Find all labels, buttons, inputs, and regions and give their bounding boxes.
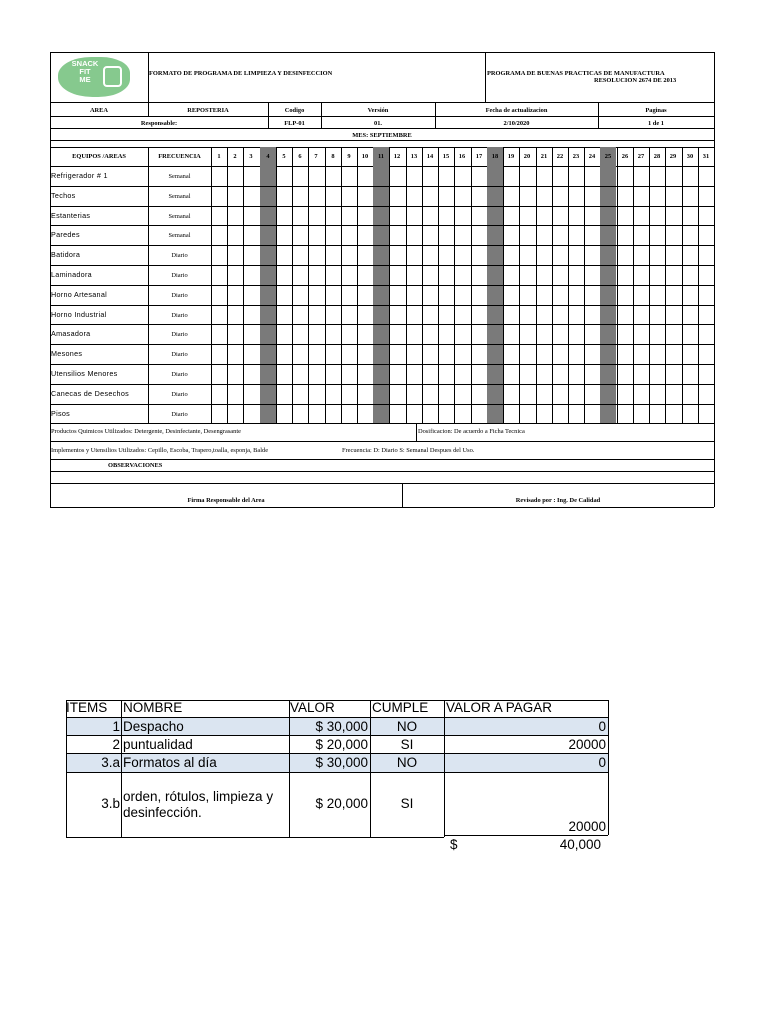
resolution-label: RESOLUCION 2674 DE 2013 — [594, 77, 677, 84]
header-border — [50, 128, 714, 129]
row-border — [50, 206, 714, 207]
equipo-cell: Mesones — [51, 349, 83, 358]
day-header: 31 — [702, 153, 710, 160]
day-header: 16 — [458, 153, 466, 160]
grid-line — [148, 102, 149, 116]
day-header: 22 — [556, 153, 564, 160]
codigo-label: Codigo — [284, 107, 305, 114]
row-3a-item: 3.a — [101, 755, 120, 770]
row-3a-cumple: NO — [396, 755, 418, 770]
grid-line — [321, 102, 322, 116]
table-border — [66, 717, 608, 718]
row-3a-valor: $ 30,000 — [315, 755, 368, 770]
footer-border — [50, 471, 714, 472]
day-header: 24 — [588, 153, 596, 160]
row-3a-nombre: Formatos al día — [123, 755, 217, 770]
row-3b-cumple: SI — [400, 796, 414, 811]
area-value: REPOSTERIA — [187, 107, 229, 114]
row-border — [50, 423, 714, 424]
version-value: 01. — [374, 120, 382, 127]
equipo-cell: Paredes — [51, 230, 80, 239]
row-border — [50, 245, 714, 246]
header-nombre: NOMBRE — [123, 700, 183, 715]
equipo-cell: Laminadora — [51, 270, 92, 279]
frecuencia-cell: Diario — [171, 292, 188, 299]
day-header: 14 — [426, 153, 434, 160]
form-title: FORMATO DE PROGRAMA DE LIMPIEZA Y DESINFECCION — [149, 70, 333, 77]
footer-border — [50, 441, 714, 442]
table-border — [66, 700, 608, 701]
row-border — [50, 404, 714, 405]
row-1-cumple: NO — [396, 719, 418, 734]
day-header: 5 — [282, 153, 286, 160]
day-header: 29 — [669, 153, 677, 160]
footer-border — [50, 507, 714, 508]
area-label: AREA — [89, 107, 109, 114]
day-header: 30 — [686, 153, 694, 160]
row-border — [50, 344, 714, 345]
frecuencia-cell: Diario — [171, 371, 188, 378]
frecuencia-cell: Diario — [171, 272, 188, 279]
row-3b-item: 3.b — [101, 796, 120, 811]
codigo-value: FLP-01 — [284, 120, 305, 127]
frecuencia-cell: Diario — [171, 312, 188, 319]
header-border — [50, 116, 714, 117]
row-1-pagar: 0 — [598, 719, 606, 734]
outer-border-left — [50, 52, 51, 507]
day-header: 26 — [621, 153, 629, 160]
row-2-cumple: SI — [400, 737, 414, 752]
equipo-cell: Horno Industrial — [51, 310, 107, 319]
table-border — [66, 735, 608, 736]
paginas-value: 1 de 1 — [648, 120, 664, 127]
row-border — [50, 225, 714, 226]
table-border — [66, 753, 608, 754]
table-border — [370, 700, 371, 837]
day-header: 8 — [331, 153, 335, 160]
frecuencia-cell: Diario — [171, 351, 188, 358]
day-header: 2 — [233, 153, 237, 160]
grid-line — [598, 102, 599, 116]
day-header: 1 — [217, 153, 221, 160]
row-2-valor: $ 20,000 — [315, 737, 368, 752]
implementos-utilizados: Implementos y Utensilios Utilizados: Cepillo, Escoba, Trapero,toalla, esponja, Balde — [51, 447, 269, 454]
productos-quimicos: Productos Quimicos Utilizados: Detergente, Desinfectante, Desengrasante — [51, 428, 241, 435]
row-1-item: 1 — [112, 719, 120, 734]
day-header: 15 — [442, 153, 450, 160]
grid-line — [321, 116, 322, 128]
frecuencia-cell: Semanal — [168, 193, 191, 200]
day-header: 19 — [507, 153, 515, 160]
frecuencia-cell: Semanal — [168, 213, 191, 220]
day-header: 12 — [393, 153, 401, 160]
grid-line — [416, 423, 417, 441]
footer-border — [50, 483, 714, 484]
total-currency: $ — [450, 837, 458, 852]
equipo-cell: Batidora — [51, 250, 81, 259]
row-border — [50, 305, 714, 306]
table-border — [289, 700, 290, 837]
frecuencia-legend: Frecuencia: D: Diario S: Semanal Despues del Uso. — [342, 447, 475, 454]
equipo-cell: Utensilios Menores — [51, 369, 118, 378]
row-border — [50, 384, 714, 385]
dosificacion: Dosificacion: De acuerdo a Ficha Tecnica — [418, 428, 525, 435]
table-border — [66, 700, 67, 837]
table-border — [444, 835, 608, 836]
day-header: 28 — [653, 153, 661, 160]
logo-text: SNACK FIT ME — [71, 59, 99, 84]
day-header: 27 — [637, 153, 645, 160]
equipo-cell: Pisos — [51, 409, 71, 418]
day-header: 13 — [410, 153, 418, 160]
grid-line — [714, 147, 715, 423]
responsable-label: Responsable: — [140, 120, 178, 127]
row-border — [50, 324, 714, 325]
grid-line — [435, 102, 436, 116]
header-border — [50, 52, 714, 53]
row-border — [50, 265, 714, 266]
frecuencia-cell: Diario — [171, 252, 188, 259]
day-header: 4 — [266, 153, 270, 160]
row-3a-pagar: 0 — [598, 755, 606, 770]
grid-line — [435, 116, 436, 128]
frecuencia-cell: Diario — [171, 391, 188, 398]
equipo-cell: Refrigerador # 1 — [51, 171, 108, 180]
program-title: PROGRAMA DE BUENAS PRACTICAS DE MANUFACTURA — [487, 70, 665, 77]
grid-line — [485, 52, 486, 102]
row-3b-pagar: 20000 — [568, 819, 606, 834]
header-valor: VALOR — [290, 700, 335, 715]
day-header: 10 — [361, 153, 369, 160]
payment-table — [0, 690, 768, 860]
day-header: 3 — [249, 153, 253, 160]
revisado-por: Revisado por : Ing. De Calidad — [515, 497, 601, 504]
paginas-label: Paginas — [645, 107, 667, 114]
frecuencia-cell: Semanal — [168, 232, 191, 239]
logo-bag-icon — [103, 66, 122, 87]
grid-line — [148, 52, 149, 102]
grid-line — [598, 116, 599, 128]
frecuencia-cell: Semanal — [168, 173, 191, 180]
day-header: 23 — [572, 153, 580, 160]
row-2-item: 2 — [112, 737, 120, 752]
frecuencia-cell: Diario — [171, 331, 188, 338]
total-value: 40,000 — [559, 837, 601, 852]
day-header: 9 — [347, 153, 351, 160]
fecha-value: 2/10/2020 — [503, 120, 530, 127]
equipo-cell: Amasadora — [51, 329, 91, 338]
row-border — [50, 364, 714, 365]
month-label: MES: SEPTIEMBRE — [352, 132, 412, 139]
firma-responsable: Firma Responsable del Area — [187, 497, 265, 504]
footer-border — [50, 459, 714, 460]
day-header: 7 — [314, 153, 318, 160]
col-equipos-header: EQUIPOS /AREAS — [72, 153, 126, 160]
col-frecuencia-header: FRECUENCIA — [158, 153, 201, 160]
day-header: 18 — [491, 153, 499, 160]
row-2-nombre: puntualidad — [123, 737, 193, 752]
row-1-valor: $ 30,000 — [315, 719, 368, 734]
header-cumple: CUMPLE — [372, 700, 429, 715]
equipo-cell: Techos — [51, 191, 76, 200]
day-header: 11 — [377, 153, 385, 160]
frecuencia-cell: Diario — [171, 411, 188, 418]
table-border — [444, 700, 445, 837]
row-3b-nombre: orden, rótulos, limpieza y desinfección. — [123, 789, 274, 820]
header-border — [50, 140, 714, 141]
equipo-cell: Horno Artesanal — [51, 290, 108, 299]
day-header: 20 — [523, 153, 531, 160]
row-2-pagar: 20000 — [568, 737, 606, 752]
row-border — [50, 285, 714, 286]
table-border — [66, 837, 444, 838]
observaciones-label: OBSERVACIONES — [108, 462, 163, 469]
table-border — [121, 700, 122, 837]
day-header: 6 — [298, 153, 302, 160]
day-header: 17 — [475, 153, 483, 160]
equipo-cell: Estanterias — [51, 211, 91, 220]
grid-line — [268, 116, 269, 128]
version-label: Versión — [367, 107, 389, 114]
grid-line — [268, 102, 269, 116]
row-border — [50, 186, 714, 187]
header-valor-a-pagar: VALOR A PAGAR — [446, 700, 553, 715]
table-border — [608, 700, 609, 835]
day-header: 21 — [540, 153, 548, 160]
table-border — [66, 772, 608, 773]
header-items: ITEMS — [66, 700, 108, 715]
day-header: 25 — [604, 153, 612, 160]
fecha-label: Fecha de actualizacion — [485, 107, 548, 114]
row-1-nombre: Despacho — [123, 719, 184, 734]
header-border — [50, 102, 714, 103]
row-3b-valor: $ 20,000 — [315, 796, 368, 811]
equipo-cell: Canecas de Desechos — [51, 389, 130, 398]
